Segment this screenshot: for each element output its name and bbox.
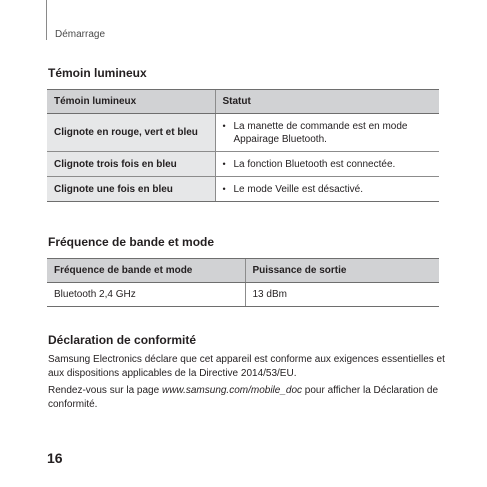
bullet-icon: • [222, 158, 226, 169]
indicator-cell: Clignote en rouge, vert et bleu [47, 114, 215, 152]
status-bullet-item [223, 120, 433, 146]
paragraph-text-before: Rendez-vous sur la page [48, 385, 162, 396]
section-heading-temoin: Témoin lumineux [48, 66, 147, 80]
bullet-icon: • [222, 120, 226, 131]
status-cell [215, 152, 439, 177]
band-cell: Bluetooth 2,4 GHz [47, 283, 245, 307]
status-bullet-item [223, 158, 433, 171]
led-indicator-table [47, 89, 439, 202]
section-heading-frequence: Fréquence de bande et mode [48, 235, 215, 249]
samsung-doc-link[interactable]: www.samsung.com/mobile_doc [161, 385, 303, 396]
section-heading-declaration: Déclaration de conformité [48, 333, 197, 347]
margin-rule [46, 0, 47, 40]
status-text: La fonction Bluetooth est connectée. [233, 158, 396, 170]
column-header-band: Fréquence de bande et mode [47, 259, 245, 283]
status-bullet-item [223, 183, 433, 196]
status-text: La manette de commande est en mode Appairage Bluetooth. [233, 120, 408, 145]
indicator-cell: Clignote une fois en bleu [47, 177, 215, 202]
column-header-indicator: Témoin lumineux [47, 90, 215, 114]
bullet-icon: • [222, 183, 226, 194]
indicator-cell: Clignote trois fois en bleu [47, 152, 215, 177]
column-header-status: Statut [215, 90, 439, 114]
frequency-table [47, 258, 439, 307]
table-row [47, 283, 439, 307]
status-text: Le mode Veille est désactivé. [233, 183, 364, 195]
table-row [47, 114, 439, 152]
table-header-row [47, 90, 439, 114]
status-cell [215, 177, 439, 202]
table-row [47, 177, 439, 202]
table-row [47, 152, 439, 177]
status-cell [215, 114, 439, 152]
page-number: 16 [47, 450, 63, 466]
table-header-row [47, 259, 439, 283]
column-header-power: Puissance de sortie [245, 259, 439, 283]
running-head: Démarrage [55, 29, 106, 40]
paragraph-text-after: pour afficher la Déclaration de conformité. [48, 385, 439, 410]
power-cell: 13 dBm [245, 283, 439, 307]
declaration-link-paragraph [48, 384, 448, 412]
declaration-paragraph: Samsung Electronics déclare que cet appareil est conforme aux exigences essentielles et aux dispositions applicables de la Directive 2014/53/EU. [48, 354, 445, 379]
